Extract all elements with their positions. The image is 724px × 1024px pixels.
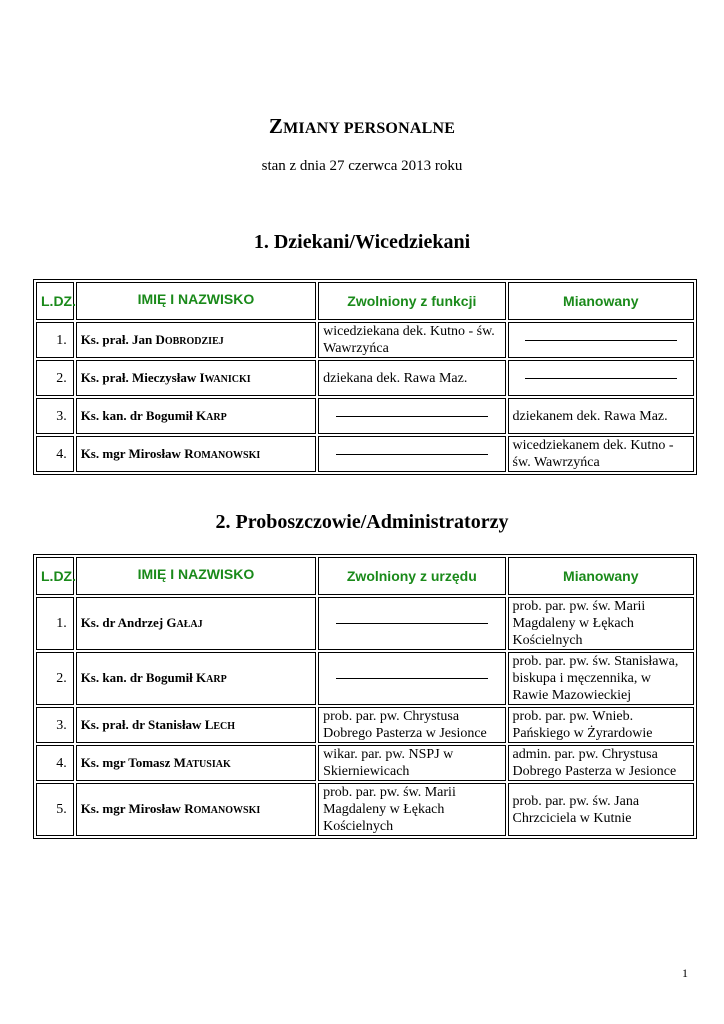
row-dismissed <box>318 398 505 434</box>
header-name: IMIĘ I NAZWISKO <box>76 282 316 320</box>
row-name: Ks. prał. dr Stanisław LECH <box>76 707 316 743</box>
header-ldz: L.DZ. <box>36 557 74 595</box>
row-appointed <box>508 360 694 396</box>
row-name: Ks. mgr Tomasz MATUSIAK <box>76 745 316 781</box>
blank-line <box>525 340 677 341</box>
row-dismissed: wicedziekana dek. Kutno - św. Wawrzyńca <box>318 322 505 358</box>
row-number: 4. <box>36 745 74 781</box>
row-appointed: prob. par. pw. św. Marii Magdaleny w Łękach Kościelnych <box>508 597 694 650</box>
row-dismissed: wikar. par. pw. NSPJ w Skierniewicach <box>318 745 505 781</box>
row-number: 1. <box>36 597 74 650</box>
row-name: Ks. kan. dr Bogumił KARP <box>76 398 316 434</box>
section-2-heading: 2. Proboszczowie/Administratorzy <box>215 511 509 533</box>
row-appointed: prob. par. pw. św. Jana Chrzciciela w Kutnie <box>508 783 694 836</box>
header-ldz: L.DZ. <box>36 282 74 320</box>
table-row <box>36 745 694 781</box>
row-dismissed <box>318 436 505 472</box>
table-row <box>36 322 694 358</box>
row-dismissed: prob. par. pw. św. Marii Magdaleny w Łękach Kościelnych <box>318 783 505 836</box>
table-row <box>36 707 694 743</box>
row-number: 3. <box>36 398 74 434</box>
blank-line <box>336 678 488 679</box>
row-dismissed: prob. par. pw. Chrystusa Dobrego Pasterza w Jesionce <box>318 707 505 743</box>
row-appointed: prob. par. pw. św. Stanisława, biskupa i męczennika, w Rawie Mazowieckiej <box>508 652 694 705</box>
row-number: 3. <box>36 707 74 743</box>
row-dismissed <box>318 597 505 650</box>
table-row <box>36 652 694 705</box>
header-dismissed: Zwolniony z funkcji <box>318 282 505 320</box>
table-row <box>36 360 694 396</box>
page-title <box>0 114 724 139</box>
section-1-heading: 1. Dziekani/Wicedziekani <box>253 231 471 253</box>
row-number: 5. <box>36 783 74 836</box>
blank-line <box>336 454 488 455</box>
page-number: 1 <box>682 966 688 980</box>
row-dismissed: dziekana dek. Rawa Maz. <box>318 360 505 396</box>
row-name: Ks. kan. dr Bogumił KARP <box>76 652 316 705</box>
table-row <box>36 783 694 836</box>
row-name: Ks. mgr Mirosław ROMANOWSKI <box>76 436 316 472</box>
header-appointed: Mianowany <box>508 282 694 320</box>
blank-line <box>525 378 677 379</box>
table-row <box>36 398 694 434</box>
deans-table <box>33 279 697 475</box>
row-appointed: dziekanem dek. Rawa Maz. <box>508 398 694 434</box>
row-name: Ks. prał. Mieczysław IWANICKI <box>76 360 316 396</box>
table-row <box>36 597 694 650</box>
table-row <box>36 436 694 472</box>
row-number: 2. <box>36 652 74 705</box>
row-name: Ks. dr Andrzej GAŁAJ <box>76 597 316 650</box>
row-name: Ks. mgr Mirosław ROMANOWSKI <box>76 783 316 836</box>
header-name: IMIĘ I NAZWISKO <box>76 557 316 595</box>
row-appointed: wicedziekanem dek. Kutno - św. Wawrzyńca <box>508 436 694 472</box>
parish-priests-table <box>33 554 697 839</box>
header-dismissed: Zwolniony z urzędu <box>318 557 505 595</box>
row-number: 1. <box>36 322 74 358</box>
row-number: 2. <box>36 360 74 396</box>
title-rest: MIANY PERSONALNE <box>283 120 456 137</box>
title-initial: Z <box>268 114 284 138</box>
row-number: 4. <box>36 436 74 472</box>
blank-line <box>336 416 488 417</box>
header-appointed: Mianowany <box>508 557 694 595</box>
page-subtitle: stan z dnia 27 czerwca 2013 roku <box>261 158 463 174</box>
row-name: Ks. prał. Jan DOBRODZIEJ <box>76 322 316 358</box>
table-header-row <box>36 557 694 595</box>
row-appointed: admin. par. pw. Chrystusa Dobrego Pasterza w Jesionce <box>508 745 694 781</box>
blank-line <box>336 623 488 624</box>
row-dismissed <box>318 652 505 705</box>
row-appointed: prob. par. pw. Wnieb. Pańskiego w Żyrardowie <box>508 707 694 743</box>
row-appointed <box>508 322 694 358</box>
table-header-row <box>36 282 694 320</box>
